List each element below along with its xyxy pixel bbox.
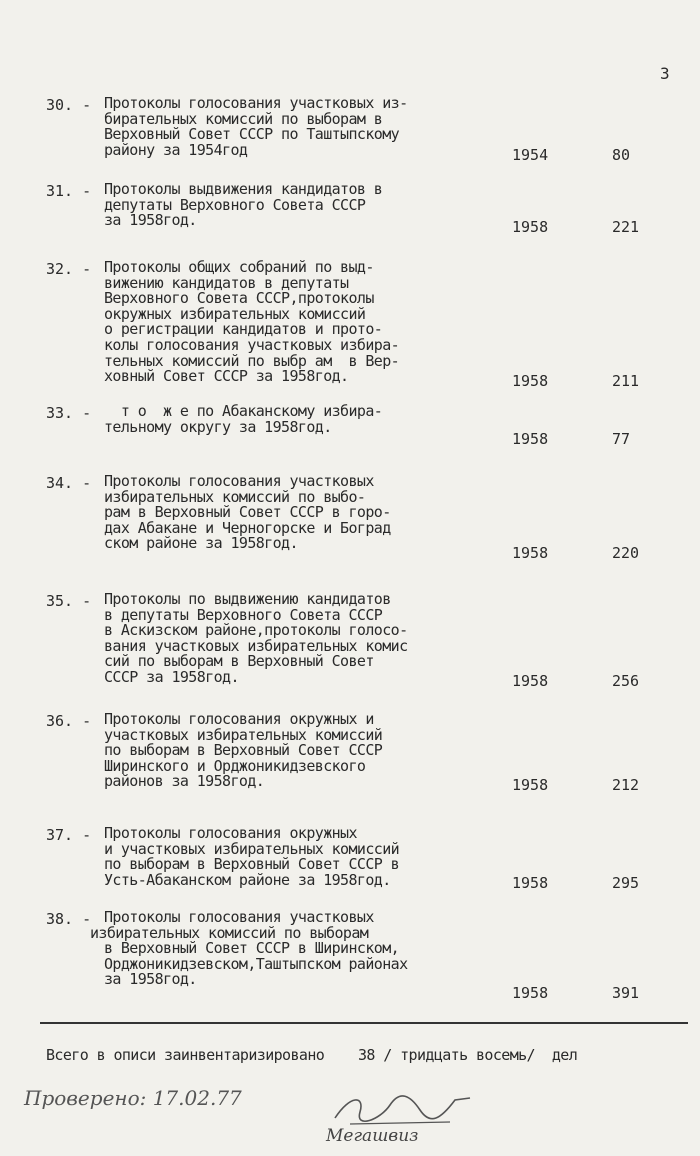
entry-count: 295 [612,874,640,892]
entry-line: участковых избирательных комиссий [104,725,383,744]
entry-number: 30. - [46,96,92,114]
entry-line: Ширинского и Орджоникидзевского [104,756,366,775]
entry-line: Протоколы голосования участковых [104,472,374,490]
entry-line: Верховный Совет СССР по Таштыпскому [104,125,400,144]
entry-count: 256 [612,672,640,690]
entry-line: рам в Верховный Совет СССР в горо- [104,503,391,522]
entry-line: в депутаты Верховного Совета СССР [104,605,383,624]
entry-line: ховный Совет СССР за 1958год. [104,367,349,386]
entry-line: тельных комиссий по выбр ам в Вер- [104,351,400,370]
entry-count: 391 [612,984,640,1002]
entry-number: 32. - [46,260,92,278]
entry-line: за 1958год. [104,211,197,230]
entry-year: 1958 [512,218,549,236]
entry-count: 221 [612,218,640,236]
entry-number: 31. - [46,182,92,200]
entry-description [104,182,474,229]
entry-line: Протоколы выдвижения кандидатов в [104,180,383,198]
entry-line: за 1958год. [104,970,197,989]
entry-line: сий по выборам в Верховный Совет [104,652,374,671]
entry-line: в Аскизском районе,протоколы голосо- [104,621,408,640]
signature-text: Мегашвиз [326,1126,419,1146]
entry-year: 1958 [512,672,549,690]
entry-line: Протоколы голосования участковых из- [104,94,408,112]
entry-year: 1958 [512,372,549,390]
entry-line: дах Абакане и Черногорске и Боград [104,518,391,537]
entry-count: 80 [612,146,631,164]
entry-line: в Верховный Совет СССР в Ширинском, [104,939,400,958]
entry-line: колы голосования участковых избира- [104,335,400,354]
entry-count: 211 [612,372,640,390]
entry-number: 37. - [46,826,92,844]
entry-description [90,908,474,989]
entry-description [104,96,474,158]
entry-line: и участковых избирательных комиссий [104,839,400,858]
entry-line: избирательных комиссий по выбо- [104,487,366,506]
entry-line: районов за 1958год. [104,772,265,791]
entry-year: 1958 [512,544,549,562]
entry-line: тельному округу за 1958год. [104,417,332,436]
entry-line: т о ж е по Абаканскому избира- [104,402,383,420]
entry-description [104,474,474,552]
entry-line: району за 1954год [104,140,248,159]
entry-line: вижению кандидатов в депутаты [104,273,349,292]
entry-line: Верховного Совета СССР,протоколы [104,289,374,308]
entry-description [104,592,474,686]
entry-description [104,826,474,888]
divider-line [40,1022,688,1024]
entry-description [104,260,474,385]
page-number: 3 [660,64,670,83]
entry-description [104,712,474,790]
entry-year: 1958 [512,874,549,892]
entry-number: 36. - [46,712,92,730]
entry-line: Протоколы голосования участковых [104,908,374,926]
signature-icon [330,1090,480,1130]
entry-count: 220 [612,544,640,562]
entry-number: 38. - [46,910,92,928]
entry-number: 33. - [46,404,92,422]
entry-line: о регистрации кандидатов и прото- [104,320,383,339]
total-summary: Всего в описи заинвентаризировано 38 / тридцать восемь/ дел [46,1046,578,1064]
entry-line: Протоколы общих собраний по выд- [104,258,374,276]
entry-number: 34. - [46,474,92,492]
entry-line: вания участковых избирательных комис [104,636,408,655]
entry-line: депутаты Верховного Совета СССР [104,195,366,214]
entry-line: Усть-Абаканском районе за 1958год. [104,870,391,889]
entry-description [104,404,474,435]
entry-line: Протоколы по выдвижению кандидатов [104,590,391,608]
entry-count: 212 [612,776,640,794]
entry-line: по выборам в Верховный Совет СССР в [104,855,400,874]
checked-note: Проверено: 17.02.77 [24,1086,242,1110]
entry-year: 1958 [512,776,549,794]
entry-line: ском районе за 1958год. [104,534,298,553]
entry-line: Орджоникидзевском,Таштыпском районах [104,954,408,973]
entry-year: 1958 [512,984,549,1002]
entry-count: 77 [612,430,631,448]
entry-line: СССР за 1958год. [104,667,239,686]
entry-line: избирательных комиссий по выборам [90,923,369,942]
entry-line: Протоколы голосования окружных [104,824,357,842]
entry-line: окружных избирательных комиссий [104,304,366,323]
entry-year: 1954 [512,146,549,164]
entry-line: по выборам в Верховный Совет СССР [104,741,383,760]
entry-line: Протоколы голосования окружных и [104,710,374,728]
entry-year: 1958 [512,430,549,448]
entry-line: бирательных комиссий по выборам в [104,109,383,128]
entry-number: 35. - [46,592,92,610]
